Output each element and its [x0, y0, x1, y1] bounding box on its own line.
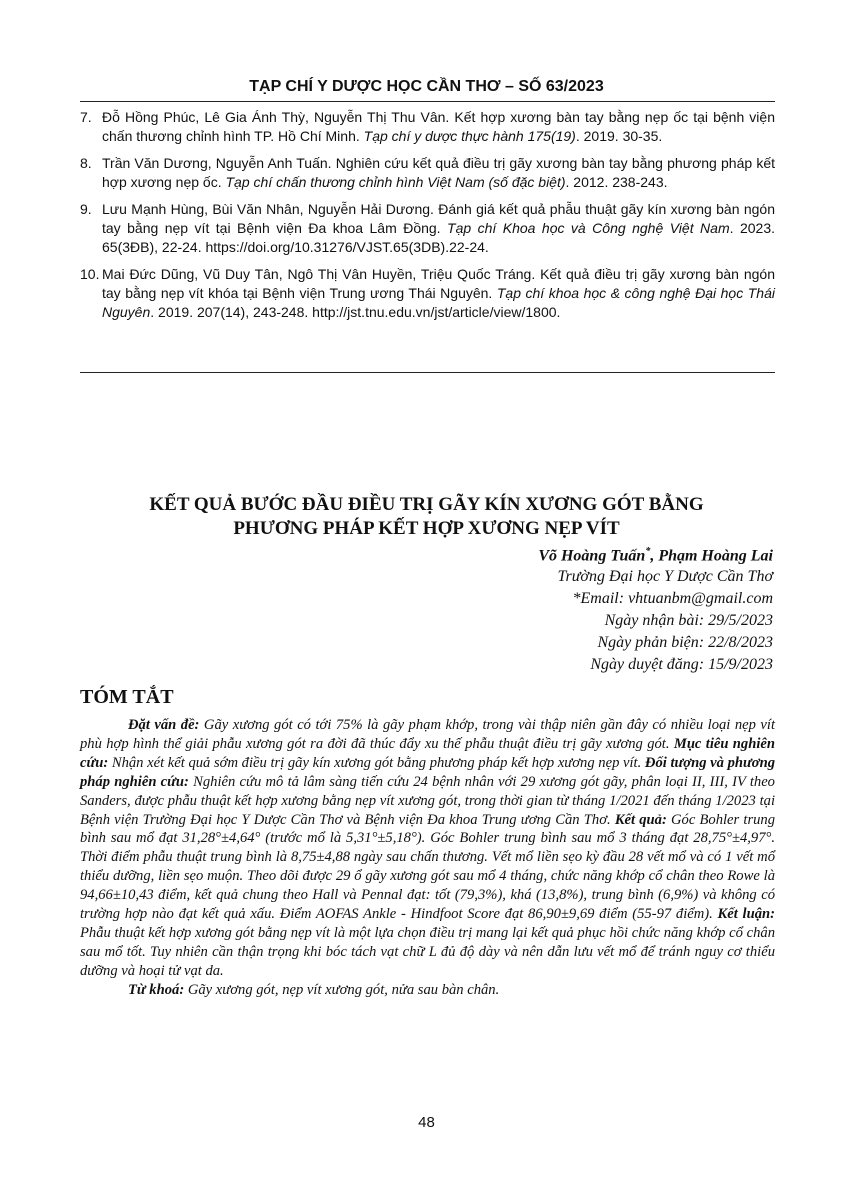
reference-text: Trần Văn Dương, Nguyễn Anh Tuấn. Nghiên cứu kết quả điều trị gãy xương bàn tay bằng phương pháp kết hợp xương nẹp ốc. — [102, 155, 775, 190]
abstract-label-background: Đặt vấn đề: — [128, 717, 200, 733]
corresponding-author-mark: * — [645, 546, 651, 557]
reference-journal: Tạp chí y dược thực hành 175(19) — [363, 128, 576, 144]
reference-item — [80, 265, 775, 322]
received-date: Ngày nhận bài: 29/5/2023 — [604, 612, 773, 629]
accepted-date: Ngày duyệt đăng: 15/9/2023 — [590, 656, 773, 673]
reference-number: 7. — [80, 109, 92, 125]
reference-item — [80, 154, 775, 192]
reference-text: Đỗ Hồng Phúc, Lê Gia Ánh Thỳ, Nguyễn Thị Thu Vân. Kết hợp xương bàn tay bằng nẹp ốc tại bệnh viện chấn thương chỉnh hình TP. Hồ Chí Minh. — [102, 109, 775, 144]
reference-details: . 2023. 65(3ĐB), 22-24. https://doi.org/10.31276/VJST.65(3DB).22-24. — [102, 220, 775, 255]
reference-details: . 2019. 30-35. — [575, 128, 663, 144]
abstract-background: Gãy xương gót có tới 75% là gãy phạm khớp, trong vài thập niên gần đây có nhiều loại nẹp vít phù hợp hình thể giải phẫu xương gót ra đời đã thúc đẩy xu thế phẫu thuật điều trị gãy xương gót. — [80, 717, 775, 752]
reference-journal: Tạp chí chấn thương chỉnh hình Việt Nam (số đặc biệt) — [225, 174, 566, 190]
reference-journal: Tạp chí khoa học & công nghệ Đại học Thái Nguyên — [102, 285, 775, 320]
abstract-label-objective: Mục tiêu nghiên cứu: — [80, 735, 775, 771]
reference-item — [80, 200, 775, 257]
article-info — [557, 566, 773, 676]
article-title-line-1: KẾT QUẢ BƯỚC ĐẦU ĐIỀU TRỊ GÃY KÍN XƯƠNG GÓT BẰNG — [149, 494, 704, 515]
reference-number: 10. — [80, 266, 100, 282]
abstract-objective: Nhận xét kết quả sớm điều trị gãy kín xương gót bằng phương pháp kết hợp xương nẹp vít. — [108, 754, 645, 771]
reference-item — [80, 108, 775, 146]
references-end-rule — [80, 372, 775, 373]
abstract-label-conclusion: Kết luận: — [717, 906, 775, 923]
author-line — [538, 546, 773, 565]
reviewed-date: Ngày phản biện: 22/8/2023 — [597, 634, 773, 651]
article-title-line-2: PHƯƠNG PHÁP KẾT HỢP XƯƠNG NẸP VÍT — [233, 518, 620, 539]
reference-list — [80, 108, 775, 330]
page-number: 48 — [418, 1114, 435, 1131]
abstract-heading: TÓM TẮT — [80, 686, 174, 708]
article-title — [0, 493, 853, 541]
abstract-label-results: Kết quả: — [614, 811, 667, 828]
author-email: *Email: vhtuanbm@gmail.com — [572, 590, 773, 607]
author-name: Võ Hoàng Tuấn — [538, 547, 646, 565]
reference-details: . 2019. 207(14), 243-248. http://jst.tnu.edu.vn/jst/article/view/1800. — [150, 304, 561, 320]
reference-text: Mai Đức Dũng, Vũ Duy Tân, Ngô Thị Vân Huyền, Triệu Quốc Tráng. Kết quả điều trị gãy xương bàn ngón tay bằng nẹp vít khóa tại Bệnh viện Trung ương Thái Nguyên. — [102, 266, 775, 301]
abstract-body — [80, 716, 775, 1000]
abstract-paragraph — [80, 716, 775, 981]
reference-number: 9. — [80, 201, 92, 217]
abstract-label-methods: Đối tượng và phương pháp nghiên cứu: — [80, 754, 775, 790]
journal-header: TẠP CHÍ Y DƯỢC HỌC CẦN THƠ – SỐ 63/2023 — [249, 78, 604, 95]
keywords-text: Gãy xương gót, nẹp vít xương gót, nửa sau bàn chân. — [184, 981, 500, 998]
header-rule — [80, 101, 775, 102]
reference-text: Lưu Mạnh Hùng, Bùi Văn Nhân, Nguyễn Hải Dương. Đánh giá kết quả phẫu thuật gãy kín xương bàn ngón tay bằng nẹp vít tại Bệnh viện Đa khoa Lâm Đồng. — [102, 201, 775, 236]
keywords-paragraph — [80, 981, 775, 1000]
reference-number: 8. — [80, 155, 92, 171]
reference-details: . 2012. 238-243. — [565, 174, 668, 190]
author-name: Phạm Hoàng Lai — [658, 547, 773, 565]
author-separator: , — [650, 547, 659, 565]
abstract-methods: Nghiên cứu mô tả lâm sàng tiến cứu 24 bệnh nhân với 29 xương gót gãy, phân loại II, III, IV theo Sanders, được phẫu thuật kết hợp xương bằng nẹp vít xương gót, trong thời gian từ tháng 1/2021 đến tháng 1/2023 tại Bệnh viện Trường Đại học Y Dược Cần Thơ và Bệnh viện Đa khoa Trung ương Cần Thơ. — [80, 773, 775, 828]
affiliation: Trường Đại học Y Dược Cần Thơ — [557, 568, 773, 585]
reference-journal: Tạp chí Khoa học và Công nghệ Việt Nam — [447, 220, 730, 236]
abstract-results: Góc Bohler trung bình sau mổ đạt 31,28°±4,64° (trước mổ là 5,31°±5,18°). Góc Bohler trung bình sau mổ 3 tháng đạt 28,75°±4,97°. Thời điểm phẫu thuật trung bình là 8,75±4,88 ngày sau chấn thương. Vết mổ liền sẹo kỳ đầu 28 vết mổ và có 1 vết mổ thiểu dưỡng, liền sẹo muộn. Theo dõi được 29 ổ gãy xương gót sau mổ 4 tháng, chức năng khớp cổ chân theo Rowe là 94,66±10,43 điểm, kết quả chung theo Hall và Pennal đạt: tốt (79,3%), khá (13,8%), trung bình (6,9%) và không có trường hợp nào đạt kết quả xấu. Điểm AOFAS Ankle - Hindfoot Score đạt 86,90±9,69 điểm (55-97 điểm). — [80, 811, 776, 923]
abstract-conclusion: Phẫu thuật kết hợp xương gót bằng nẹp vít là một lựa chọn điều trị mang lại kết quả phục hồi chức năng khớp cổ chân sau mổ tốt. Tuy nhiên cần thận trọng khi bóc tách vạt chữ L đủ độ dày và nên dẫn lưu vết mổ để tránh nguy cơ thiểu dưỡng và hoại tử vạt da. — [80, 924, 775, 979]
keywords-label: Từ khoá: — [128, 981, 185, 998]
